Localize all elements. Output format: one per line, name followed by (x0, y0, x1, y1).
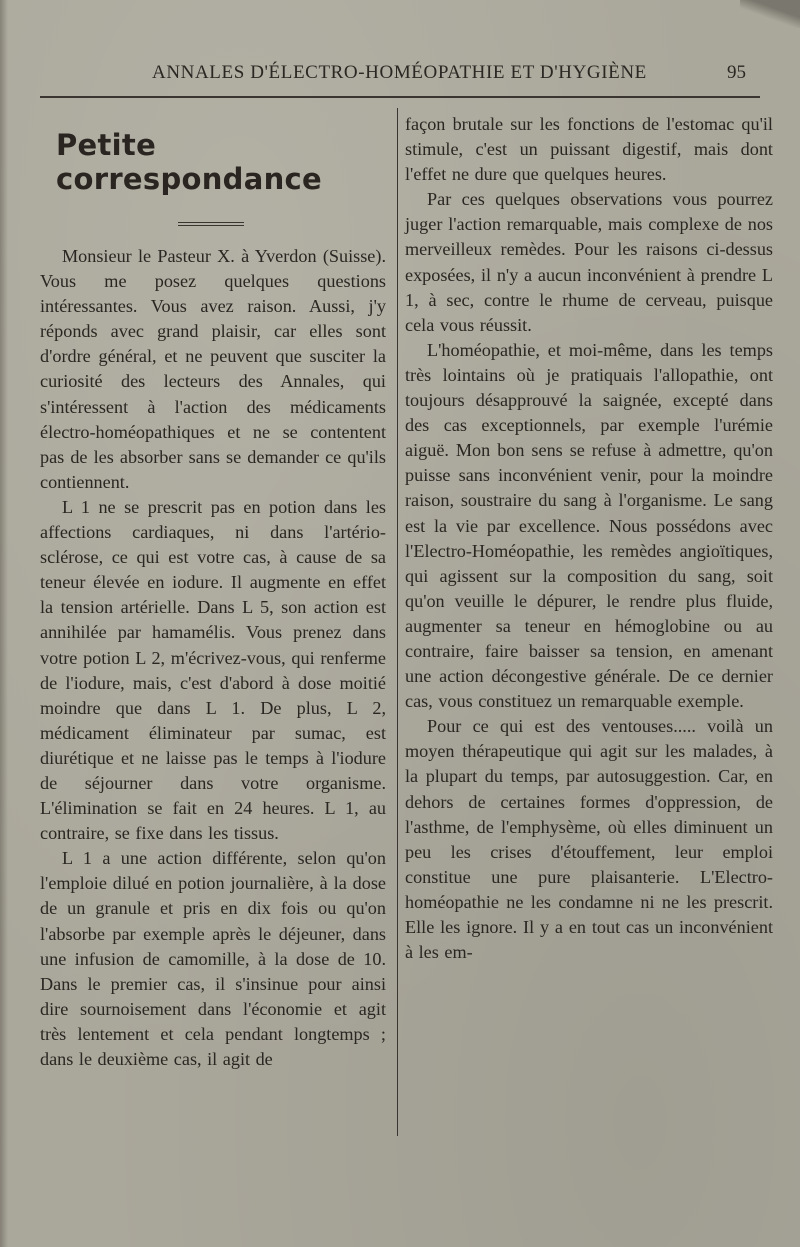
running-title: ANNALES D'ÉLECTRO-HOMÉOPATHIE ET D'HYGIÈNE (152, 62, 647, 83)
title-ornament-rule (178, 222, 244, 226)
page-edge-shadow (0, 0, 8, 1247)
paragraph: Par ces quelques observations vous pourrez juger l'action remarquable, mais complexe de nos merveilleux remèdes. Pour les raisons ci-dessus exposées, il n'y a aucun inconvénient à prendre L 1, à sec, contre le rhume de cerveau, puisque cela vous réussit. (405, 189, 773, 335)
left-column (40, 108, 386, 1072)
right-column (405, 112, 773, 965)
paragraph: L 1 ne se prescrit pas en potion dans les affections cardiaques, ni dans l'artério-sclérose, ce qui est votre cas, à cause de sa teneur élevée en iodure. Il augmente en effet la tension artérielle. Dans L 5, son action est annihilée par hamamélis. Vous prenez dans votre potion L 2, m'écrivez-vous, qui renferme de l'iodure, mais, c'est d'abord à dose moitié moindre que dans L 1. De plus, L 2, médicament éliminateur par sumac, est diurétique et ne laisse pas le temps à l'iodure de séjourner dans votre organisme. L'élimination se fait en 24 heures. L 1, au contraire, se fixe dans les tissus. (40, 496, 386, 844)
paragraph: L'homéopathie, et moi-même, dans les temps très lointains où je pratiquais l'allopathie, ont toujours désapprouvé la saignée, excepté dans des cas exceptionnels, par exemple l'urémie aiguë. Mon bon sens se refuse à admettre, qu'on puisse sans inconvénient venir, pour la moindre raison, soustraire du sang à l'organisme. Le sang est la vie par excellence. Nous possédons avec l'Electro-Homéopathie, les remèdes angioïtiques, qui agissent sur la composition du sang, soit qu'on veuille le dépurer, le rendre plus fluide, augmenter sa teneur en hémoglobine ou au contraire, faire baisser sa tension, en amenant une action décongestive générale. De ce dernier cas, vous constituez un remarquable exemple. (405, 339, 773, 712)
paragraph: L 1 a une action différente, selon qu'on l'emploie dilué en potion journalière, à la dose de un granule et pris en dix fois ou qu'on l'absorbe par exemple après le déjeuner, dans une infusion de camomille, à la dose de 10. Dans le premier cas, il s'insinue pour ainsi dire sournoisement dans l'économie et agit très lentement et cela pendant longtemps ; dans le deuxième cas, il agit de (40, 848, 386, 1069)
paragraph: Pour ce qui est des ventouses..... voilà un moyen thérapeutique qui agit sur les malades, à la plupart du temps, par autosuggestion. Car, en dehors de certaines formes d'oppression, de l'asthme, de l'emphysème, où elles diminuent un peu les crises d'étouffement, leur emploi constitue une pure plaisanterie. L'Electro-homéopathie ne les condamne ni ne les prescrit. Elle les ignore. Il y a en tout cas un inconvénient à les em- (405, 716, 773, 963)
page-number: 95 (727, 62, 746, 83)
paragraph: Monsieur le Pasteur X. à Yverdon (Suisse). Vous me posez quelques questions intéressantes. Vous avez raison. Aussi, j'y réponds avec grand plaisir, car elles sont d'ordre général, et ne peuvent que susciter la curiosité des lecteurs des Annales, qui s'intéressent à l'action des médicaments électro-homéopathiques et ne se contentent pas de les absorber sans se demander ce qu'ils contiennent. (40, 246, 386, 492)
paragraph-continued: façon brutale sur les fonctions de l'estomac qu'il stimule, c'est un puissant digestif, mais dont l'effet ne dure que quelques heures. (405, 114, 773, 185)
page-header (40, 60, 760, 90)
page-corner-fold (740, 0, 800, 28)
column-divider (397, 108, 398, 1136)
section-title: Petite correspondance (56, 128, 323, 196)
header-rule (40, 96, 760, 98)
